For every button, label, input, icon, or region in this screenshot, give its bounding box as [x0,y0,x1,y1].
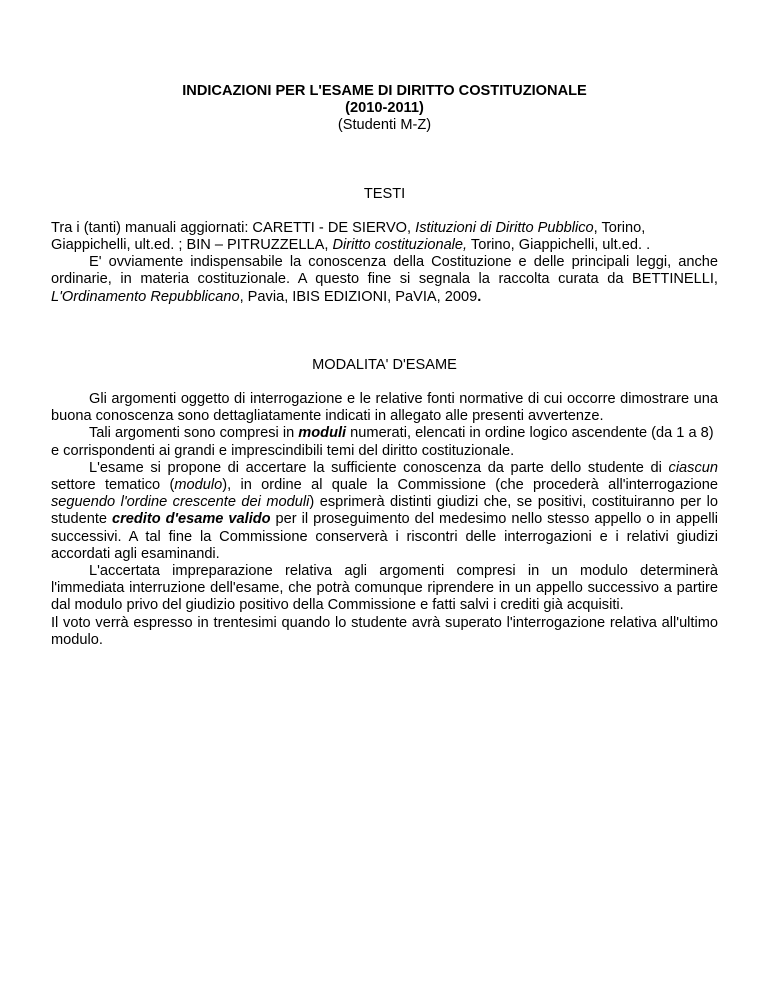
testi-heading: TESTI [363,185,406,202]
students-group: (Studenti M-Z) [337,117,432,134]
text-run: , Torino, Giappichelli, ult.ed. ; BIN – PITRUZZELLA, [51,219,646,254]
testi-paragraph-costituzione [51,254,718,306]
text-run: Tali argomenti sono compresi in [89,425,299,442]
modalita-paragraph-voto: Il voto verrà espresso in trentesimi quando lo studente avrà superato l'interrogazione relativa all'ultimo modulo. [51,614,718,648]
text-run: ) esprimerà distinti giudizi che, se positivi, costituiranno per lo studente [51,494,718,528]
modalita-paragraph-moduli [51,425,718,459]
modalita-paragraph-esame [51,460,718,563]
document-header [51,83,718,135]
text-run: L'esame si propone di accertare la sufficiente conoscenza da parte dello studente di [89,459,669,476]
text-run: E' ovviamente indispensabile la conoscenza della Costituzione e delle principali leggi, anche ordinarie, in materia costituzionale. A questo fine si segnala la raccolta curata da BETTINELLI, [51,254,718,288]
modalita-heading: MODALITA' D'ESAME [312,356,457,373]
book-title: Istituzioni di Diritto Pubblico [415,219,594,236]
text-run: Torino, Giappichelli, ult.ed. . [467,237,651,254]
emphasis-text: moduli [298,425,347,442]
emphasis-text: credito d'esame valido [111,511,271,528]
document-page [51,83,718,649]
document-title: INDICAZIONI PER L'ESAME DI DIRITTO COSTITUZIONALE [182,83,587,99]
text-run: per il proseguimento del medesimo nello stesso appello o in appelli successivi. A tal fine la Commissione conserverà i riscontri delle interrogazioni e i relativi giudizi accordati agli esaminandi. [51,511,718,562]
book-title: L'Ordinamento Repubblicano [51,288,240,305]
text-run: , Pavia, IBIS EDIZIONI, PaVIA, 2009 [239,288,478,305]
testi-paragraph-manuals [51,220,718,254]
emphasis-text: seguendo l'ordine crescente dei moduli [51,494,310,511]
text-run: settore tematico ( [51,477,175,494]
text-run: Tra i (tanti) manuali aggiornati: CARETTI - DE SIERVO, [51,219,416,236]
academic-year: (2010-2011) [345,100,424,117]
modalita-paragraph-impreparazione: L'accertata impreparazione relativa agli argomenti compresi in un modulo determinerà l'immediata interruzione dell'esame, che potrà comunque riprendere in un appello successivo a partire dal modulo privo del giudizio positivo della Commissione e fatti salvi i crediti già acquisiti. [51,563,718,614]
emphasis-text: ciascun [668,459,718,476]
emphasis-text: modulo [174,477,223,494]
book-title: Diritto costituzionale, [332,237,468,254]
modalita-paragraph-argomenti: Gli argomenti oggetto di interrogazione e le relative fonti normative di cui occorre dimostrare una buona conoscenza sono dettagliatamente indicati in allegato alle presenti avvertenze. [51,391,718,425]
text-run: numerati, elencati in ordine logico ascendente (da 1 a 8) e corrispondenti ai grandi e imprescindibili temi del diritto costituzionale. [51,425,714,459]
text-run: . [477,288,482,305]
text-run: ), in ordine al quale la Commissione (che procederà all'interrogazione [222,477,718,494]
